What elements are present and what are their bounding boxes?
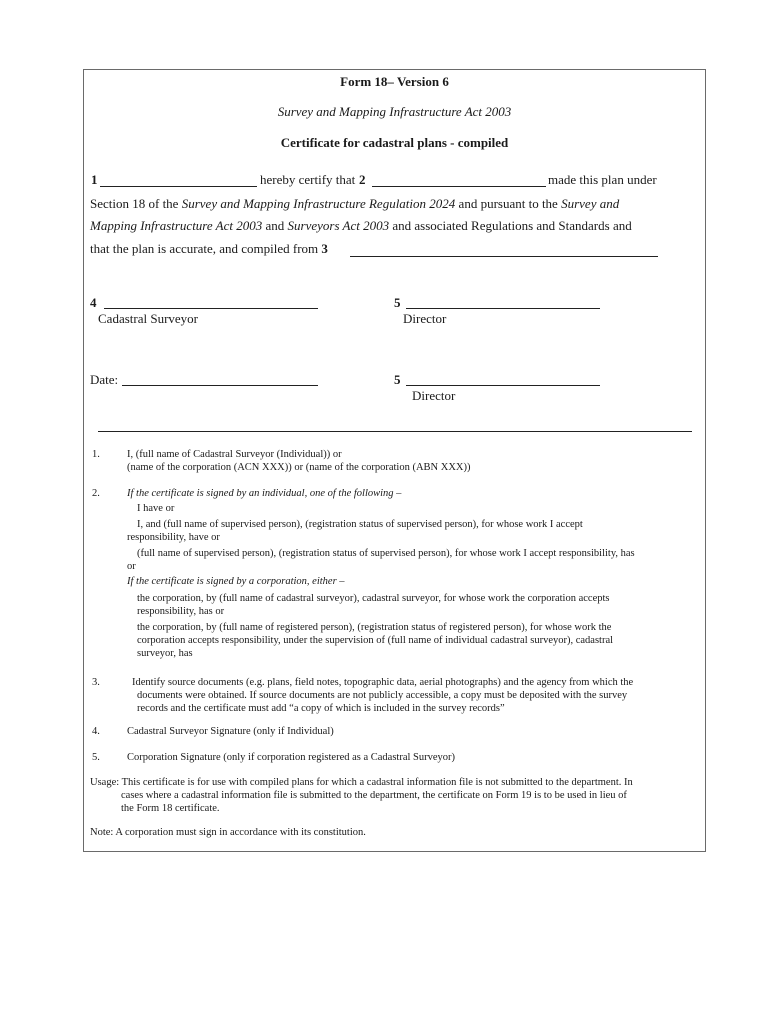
form-title: Form 18– Version 6 <box>340 74 449 89</box>
note-4-text: Cadastral Surveyor Signature (only if Individual) <box>127 726 334 737</box>
constitution-note: Note: A corporation must sign in accordance with its constitution. <box>90 827 366 838</box>
usage-line-2: cases where a cadastral information file is submitted to the department, the certificate on Form 19 is to be used in lieu of <box>121 790 627 801</box>
date-field[interactable] <box>122 385 318 386</box>
cadastral-surveyor-label: Cadastral Surveyor <box>98 311 199 326</box>
note-3-line-3: records and the certificate must add “a copy of which is included in the survey records” <box>137 703 505 714</box>
note-5-text: Corporation Signature (only if corporation registered as a Cadastral Surveyor) <box>127 752 456 763</box>
note-5-number: 5. <box>92 752 100 763</box>
usage-line-3: the Form 18 certificate. <box>121 803 220 814</box>
surveyor-name-field[interactable] <box>100 186 257 187</box>
second-director-label: Director <box>412 388 456 403</box>
second-director-signature-field[interactable] <box>406 385 600 386</box>
certificate-form <box>83 69 706 852</box>
note-2-option-b-line-1: I, and (full name of supervised person), (registration status of supervised person), for whose work I accept <box>137 519 583 530</box>
plan-maker-field[interactable] <box>372 186 546 187</box>
note-2-option-d-line-1: the corporation, by (full name of cadastral surveyor), cadastral surveyor, for whose work the corporation accepts <box>137 593 610 604</box>
date-label: Date: <box>90 372 119 387</box>
note-2-individual-heading: If the certificate is signed by an individual, one of the following – <box>127 488 402 499</box>
hereby-certify-text: hereby certify that <box>260 172 356 187</box>
certificate-heading: Certificate for cadastral plans - compiled <box>280 135 509 150</box>
section-18-text: Section 18 of the Survey and Mapping Infrastructure Regulation 2024 and pursuant to the Survey and <box>90 196 620 211</box>
surveyor-signature-field[interactable] <box>104 308 318 309</box>
note-2-corporation-heading: If the certificate is signed by a corporation, either – <box>127 576 345 587</box>
note-2-option-d-line-2: responsibility, has or <box>137 606 225 617</box>
field-5-number: 5 <box>394 295 401 310</box>
field-1-number: 1 <box>91 172 98 187</box>
compiled-from-text: that the plan is accurate, and compiled from 3 <box>90 241 328 256</box>
note-2-option-a: I have or <box>137 503 175 514</box>
note-3-line-1: Identify source documents (e.g. plans, field notes, topographic data, aerial photographs) and the agency from which the <box>132 677 634 688</box>
director-signature-field[interactable] <box>406 308 600 309</box>
field-4-number: 4 <box>90 295 97 310</box>
note-2-number: 2. <box>92 488 100 499</box>
note-2-option-b-line-2: responsibility, have or <box>127 532 220 543</box>
note-2-option-c-line-2: or <box>127 561 136 572</box>
note-2-option-e-line-2: corporation accepts responsibility, under the supervision of (full name of individual cadastral surveyor), cadastral <box>137 635 614 646</box>
acts-text: Mapping Infrastructure Act 2003 and Surveyors Act 2003 and associated Regulations and Standards and <box>90 218 632 233</box>
note-1-line-1: I, (full name of Cadastral Surveyor (Individual)) or <box>127 449 342 460</box>
act-name: Survey and Mapping Infrastructure Act 2003 <box>277 104 512 119</box>
note-3-number: 3. <box>92 677 100 688</box>
note-4-number: 4. <box>92 726 100 737</box>
source-documents-field[interactable] <box>350 256 658 257</box>
note-3-line-2: documents were obtained. If source documents are not publicly accessible, a copy must be deposited with the survey <box>137 690 628 701</box>
made-plan-text: made this plan under <box>548 172 657 187</box>
note-2-option-c-line-1: (full name of supervised person), (registration status of supervised person), for whose work I accept responsibility, has <box>137 548 635 559</box>
note-1-number: 1. <box>92 449 100 460</box>
field-2-number: 2 <box>359 172 366 187</box>
note-2-option-e-line-1: the corporation, by (full name of registered person), (registration status of registered person), for whose work the <box>137 622 612 633</box>
director-label: Director <box>403 311 447 326</box>
note-2-option-e-line-3: surveyor, has <box>137 648 193 659</box>
usage-line-1: Usage: This certificate is for use with compiled plans for which a cadastral information file is not submitted to the department. In <box>90 777 633 788</box>
section-divider <box>98 431 692 432</box>
field-5-number-second: 5 <box>394 372 401 387</box>
note-1-line-2: (name of the corporation (ACN XXX)) or (name of the corporation (ABN XXX)) <box>127 462 471 473</box>
